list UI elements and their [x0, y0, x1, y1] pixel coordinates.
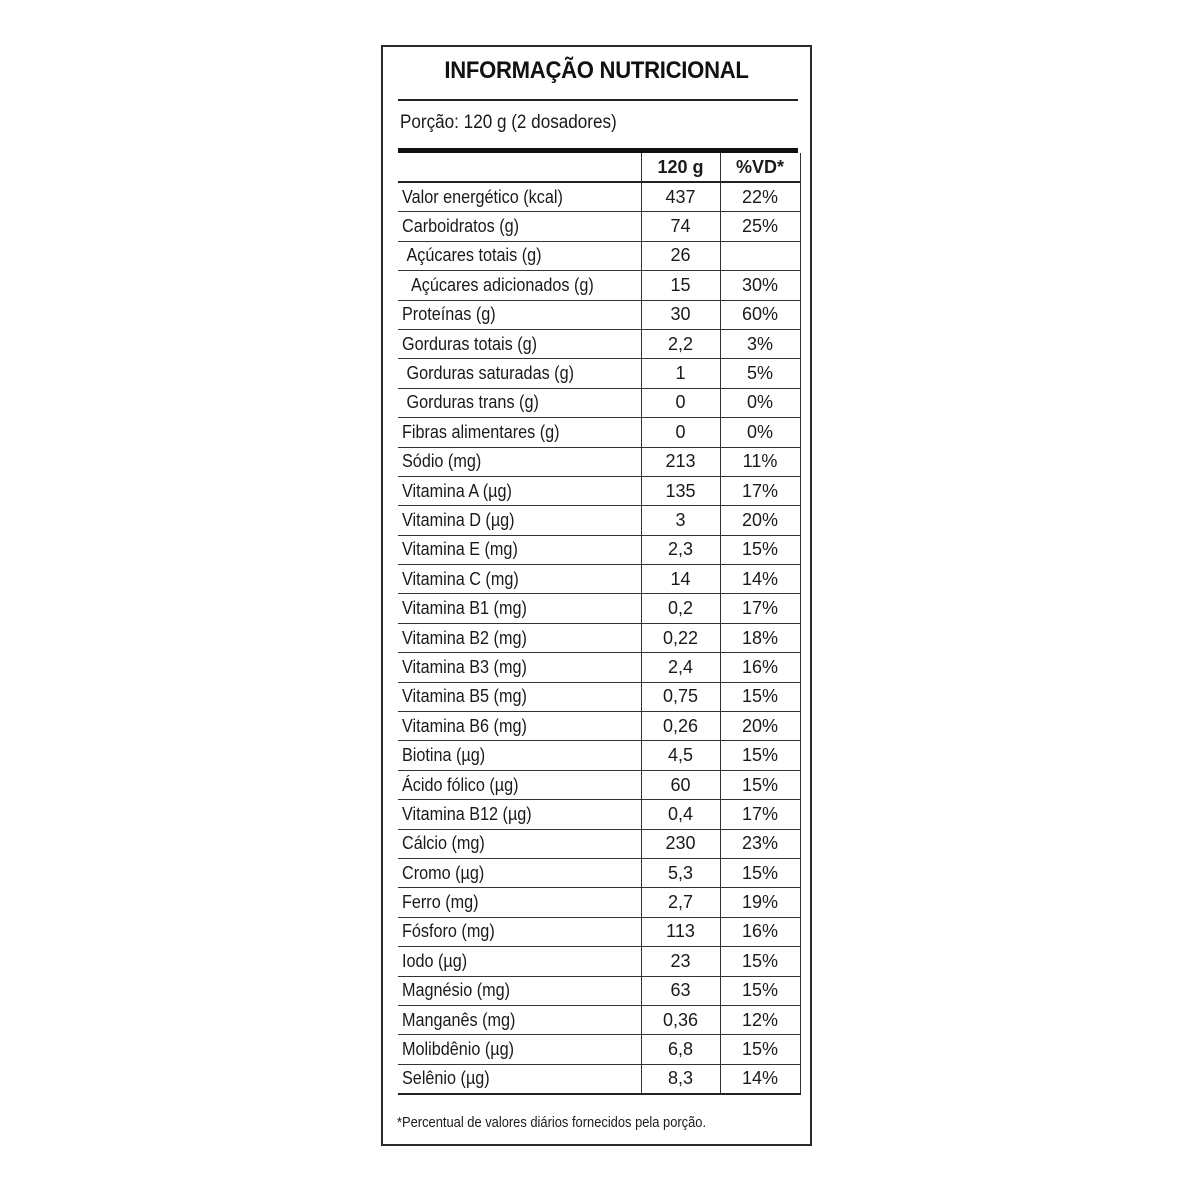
table-row: [398, 329, 800, 358]
nutrient-daily-value: 20%: [720, 712, 800, 741]
nutrient-quantity: 2,7: [641, 888, 720, 917]
nutrient-name-cell: [398, 858, 641, 887]
nutrient-name-cell: [398, 476, 641, 505]
nutrient-quantity: 0,26: [641, 712, 720, 741]
nutrient-name: Cromo (µg): [402, 862, 485, 883]
nutrient-quantity: 230: [641, 829, 720, 858]
table-row: [398, 447, 800, 476]
table-row: [398, 241, 800, 270]
table-row: [398, 300, 800, 329]
nutrient-quantity: 60: [641, 770, 720, 799]
table-row: [398, 388, 800, 417]
nutrient-daily-value: 15%: [720, 947, 800, 976]
nutrient-quantity: 213: [641, 447, 720, 476]
table-row: [398, 888, 800, 917]
nutrient-quantity: 4,5: [641, 741, 720, 770]
nutrient-quantity: 0,75: [641, 682, 720, 711]
nutrient-name-cell: [398, 300, 641, 329]
nutrient-daily-value: 22%: [720, 182, 800, 212]
nutrient-name: Vitamina C (mg): [402, 568, 519, 589]
nutrient-daily-value: 17%: [720, 800, 800, 829]
nutrient-name-cell: [398, 535, 641, 564]
table-row: [398, 623, 800, 652]
nutrient-daily-value: 14%: [720, 565, 800, 594]
header-daily-value: %VD*: [720, 153, 800, 182]
table-row: [398, 359, 800, 388]
nutrient-quantity: 23: [641, 947, 720, 976]
table-row: [398, 917, 800, 946]
nutrient-name: Valor energético (kcal): [402, 186, 563, 207]
nutrient-daily-value: 17%: [720, 476, 800, 505]
table-row: [398, 947, 800, 976]
table-row: [398, 1064, 800, 1094]
nutrient-daily-value: 14%: [720, 1064, 800, 1094]
nutrient-name-cell: [398, 976, 641, 1005]
table-row: [398, 594, 800, 623]
nutrient-quantity: 135: [641, 476, 720, 505]
nutrient-daily-value: 11%: [720, 447, 800, 476]
nutrient-quantity: 26: [641, 241, 720, 270]
table-row: [398, 565, 800, 594]
nutrient-daily-value: 15%: [720, 770, 800, 799]
nutrition-table: [398, 153, 801, 1095]
nutrient-name-cell: [398, 271, 641, 300]
nutrient-daily-value: 15%: [720, 858, 800, 887]
nutrient-daily-value: 15%: [720, 976, 800, 1005]
nutrient-name: Vitamina B6 (mg): [402, 715, 527, 736]
nutrition-rows: [398, 182, 800, 1094]
nutrient-name: Carboidratos (g): [402, 216, 520, 237]
label-title: INFORMAÇÃO NUTRICIONAL: [444, 57, 749, 84]
nutrient-quantity: 5,3: [641, 858, 720, 887]
nutrient-daily-value: 15%: [720, 1035, 800, 1064]
nutrient-name-cell: [398, 1064, 641, 1094]
nutrient-name: Gorduras trans (g): [406, 392, 539, 413]
nutrient-quantity: 74: [641, 212, 720, 241]
nutrient-quantity: 0: [641, 388, 720, 417]
table-row: [398, 712, 800, 741]
nutrient-name: Ácido fólico (µg): [402, 774, 519, 795]
nutrient-name-cell: [398, 800, 641, 829]
nutrient-quantity: 2,3: [641, 535, 720, 564]
nutrient-quantity: 2,2: [641, 329, 720, 358]
nutrient-name: Cálcio (mg): [402, 833, 485, 854]
nutrient-daily-value: 25%: [720, 212, 800, 241]
nutrient-name: Vitamina B5 (mg): [402, 686, 527, 707]
table-row: [398, 741, 800, 770]
nutrient-daily-value: 5%: [720, 359, 800, 388]
nutrient-quantity: 15: [641, 271, 720, 300]
nutrient-name: Vitamina B2 (mg): [402, 627, 527, 648]
table-row: [398, 271, 800, 300]
nutrient-name-cell: [398, 182, 641, 212]
nutrition-facts-label: [381, 45, 812, 1146]
nutrient-quantity: 6,8: [641, 1035, 720, 1064]
nutrient-name: Manganês (mg): [402, 1009, 516, 1030]
nutrient-name-cell: [398, 418, 641, 447]
table-row: [398, 476, 800, 505]
nutrient-daily-value: 16%: [720, 917, 800, 946]
nutrient-name-cell: [398, 741, 641, 770]
table-row: [398, 1005, 800, 1034]
nutrient-quantity: 30: [641, 300, 720, 329]
table-row: [398, 653, 800, 682]
table-row: [398, 829, 800, 858]
nutrient-name-cell: [398, 829, 641, 858]
nutrient-quantity: 437: [641, 182, 720, 212]
table-row: [398, 1035, 800, 1064]
nutrient-daily-value: 23%: [720, 829, 800, 858]
nutrient-name: Açúcares adicionados (g): [411, 274, 594, 295]
nutrient-name-cell: [398, 565, 641, 594]
nutrient-name-cell: [398, 947, 641, 976]
nutrient-name: Vitamina B12 (µg): [402, 803, 532, 824]
nutrient-name-cell: [398, 329, 641, 358]
nutrient-name-cell: [398, 712, 641, 741]
nutrient-name: Gorduras saturadas (g): [406, 363, 574, 384]
nutrient-daily-value: 3%: [720, 329, 800, 358]
nutrient-name: Sódio (mg): [402, 451, 482, 472]
nutrient-quantity: 3: [641, 506, 720, 535]
nutrient-quantity: 0,4: [641, 800, 720, 829]
nutrient-name: Iodo (µg): [402, 950, 468, 971]
nutrient-daily-value: [720, 241, 800, 270]
nutrient-name-cell: [398, 506, 641, 535]
nutrient-quantity: 0: [641, 418, 720, 447]
nutrient-daily-value: 20%: [720, 506, 800, 535]
nutrient-name: Ferro (mg): [402, 892, 479, 913]
nutrient-daily-value: 12%: [720, 1005, 800, 1034]
table-row: [398, 976, 800, 1005]
nutrient-name: Selênio (µg): [402, 1068, 490, 1089]
nutrient-name: Biotina (µg): [402, 745, 486, 766]
nutrient-name-cell: [398, 212, 641, 241]
nutrient-name: Açúcares totais (g): [406, 245, 542, 266]
nutrient-name: Vitamina B1 (mg): [402, 598, 527, 619]
nutrient-name: Vitamina D (µg): [402, 509, 515, 530]
nutrient-name: Proteínas (g): [402, 304, 496, 325]
nutrient-name-cell: [398, 653, 641, 682]
nutrient-name-cell: [398, 623, 641, 652]
table-row: [398, 182, 800, 212]
nutrient-name: Vitamina A (µg): [402, 480, 512, 501]
table-row: [398, 770, 800, 799]
nutrient-daily-value: 15%: [720, 741, 800, 770]
nutrient-quantity: 1: [641, 359, 720, 388]
table-row: [398, 800, 800, 829]
nutrient-name: Vitamina E (mg): [402, 539, 518, 560]
nutrient-daily-value: 16%: [720, 653, 800, 682]
table-row: [398, 535, 800, 564]
nutrient-name-cell: [398, 888, 641, 917]
table-row: [398, 212, 800, 241]
nutrient-name: Fibras alimentares (g): [402, 421, 560, 442]
nutrient-name-cell: [398, 1035, 641, 1064]
nutrient-daily-value: 0%: [720, 418, 800, 447]
nutrient-quantity: 63: [641, 976, 720, 1005]
nutrient-daily-value: 60%: [720, 300, 800, 329]
nutrient-name-cell: [398, 594, 641, 623]
nutrient-quantity: 14: [641, 565, 720, 594]
nutrient-daily-value: 15%: [720, 682, 800, 711]
nutrient-quantity: 0,2: [641, 594, 720, 623]
nutrient-name: Gorduras totais (g): [402, 333, 538, 354]
nutrient-name-cell: [398, 682, 641, 711]
nutrient-quantity: 2,4: [641, 653, 720, 682]
nutrient-quantity: 113: [641, 917, 720, 946]
table-header-row: [398, 153, 800, 182]
title-divider: [398, 99, 798, 101]
header-nutrient: [398, 153, 641, 182]
nutrient-daily-value: 15%: [720, 535, 800, 564]
nutrient-name-cell: [398, 917, 641, 946]
nutrient-daily-value: 19%: [720, 888, 800, 917]
nutrient-name-cell: [398, 359, 641, 388]
nutrient-name-cell: [398, 770, 641, 799]
nutrient-name-cell: [398, 1005, 641, 1034]
nutrient-daily-value: 17%: [720, 594, 800, 623]
nutrient-daily-value: 0%: [720, 388, 800, 417]
nutrient-daily-value: 30%: [720, 271, 800, 300]
portion-size: Porção: 120 g (2 dosadores): [400, 112, 617, 133]
nutrient-quantity: 8,3: [641, 1064, 720, 1094]
nutrient-name: Molibdênio (µg): [402, 1039, 514, 1060]
nutrient-name: Vitamina B3 (mg): [402, 656, 527, 677]
nutrient-daily-value: 18%: [720, 623, 800, 652]
nutrient-name-cell: [398, 447, 641, 476]
nutrient-name: Fósforo (mg): [402, 921, 495, 942]
table-row: [398, 682, 800, 711]
footnote: *Percentual de valores diários fornecidos pela porção.: [397, 1114, 707, 1131]
table-row: [398, 506, 800, 535]
nutrient-name-cell: [398, 241, 641, 270]
nutrient-quantity: 0,36: [641, 1005, 720, 1034]
nutrient-name-cell: [398, 388, 641, 417]
nutrient-quantity: 0,22: [641, 623, 720, 652]
table-row: [398, 858, 800, 887]
nutrient-name: Magnésio (mg): [402, 980, 511, 1001]
table-row: [398, 418, 800, 447]
header-quantity: 120 g: [641, 153, 720, 182]
